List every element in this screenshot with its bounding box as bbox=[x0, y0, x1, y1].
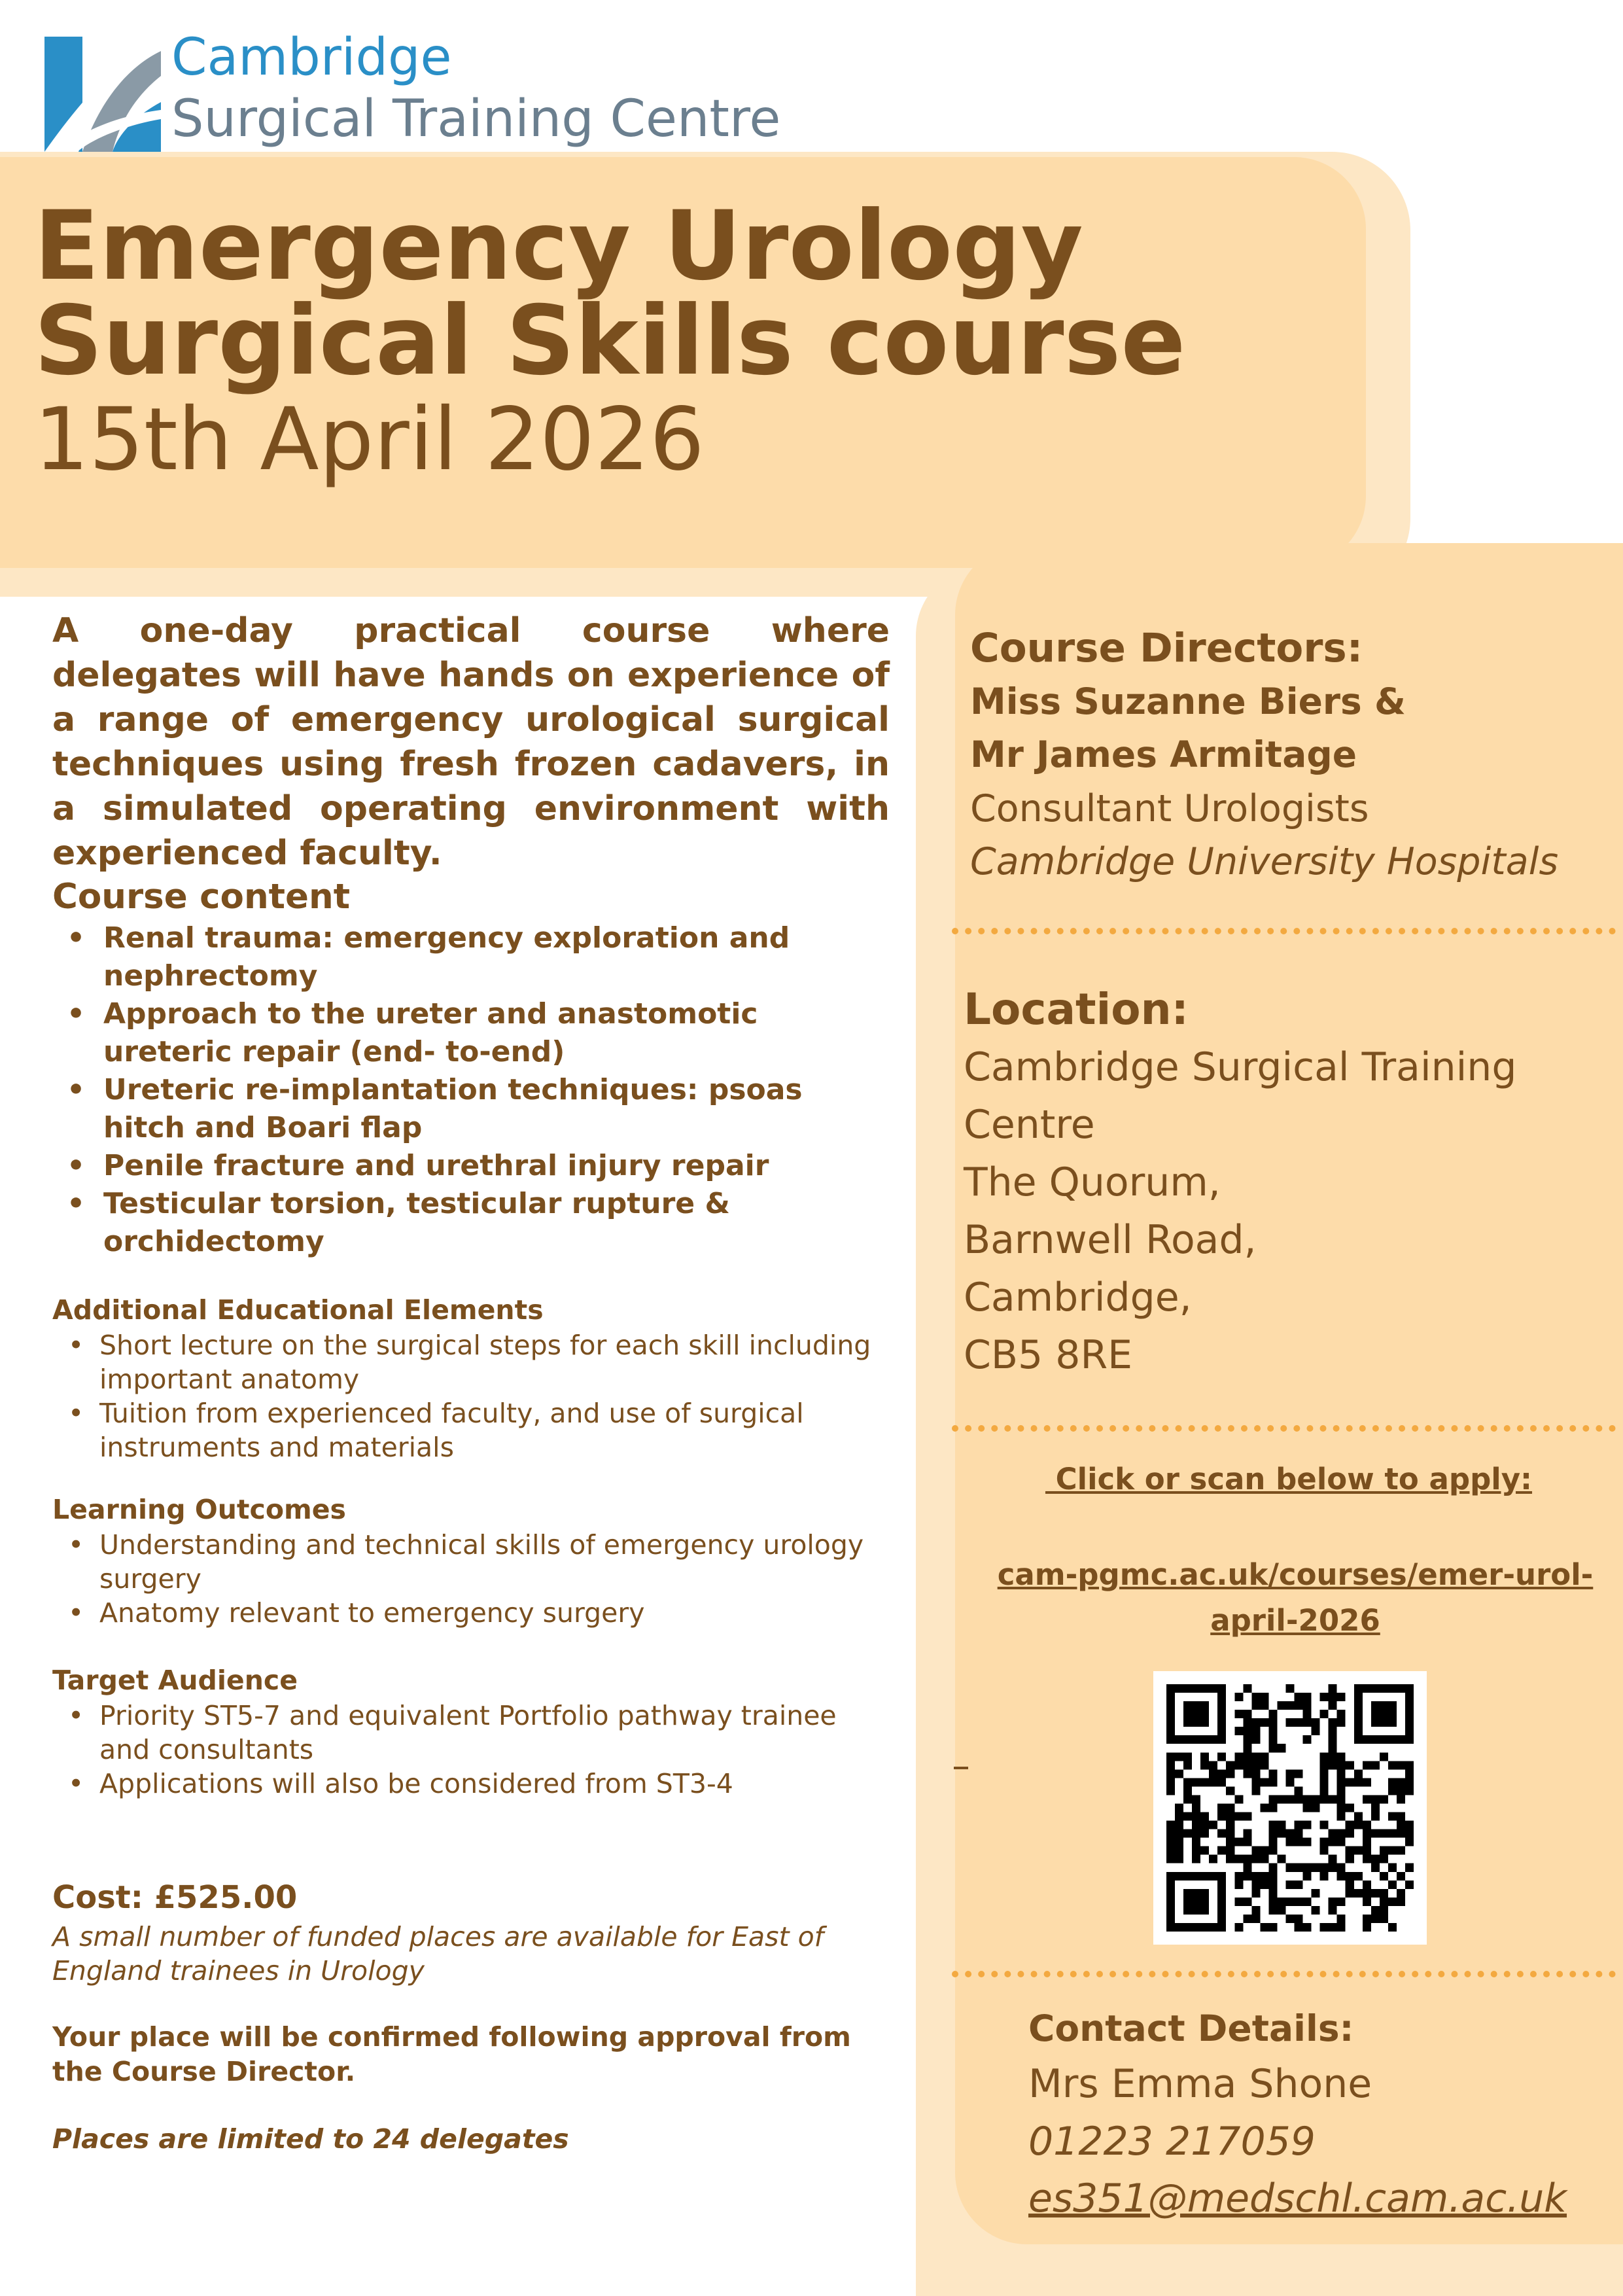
logo-text-cambridge: Cambridge bbox=[171, 28, 452, 87]
address-line: Barnwell Road, bbox=[964, 1217, 1257, 1263]
dotted-divider bbox=[952, 928, 1616, 934]
address-line: Cambridge, bbox=[964, 1275, 1192, 1320]
course-content-item: • Penile fracture and urethral injury repair bbox=[52, 1147, 877, 1185]
additional-elements-heading: Additional Educational Elements bbox=[52, 1294, 544, 1326]
course-content-item: • Ureteric re-implantation techniques: psoas hitch and Boari flap bbox=[52, 1071, 877, 1147]
logo-text-centre: Surgical Training Centre bbox=[171, 90, 781, 149]
apply-link-line[interactable]: cam-pgmc.ac.uk/courses/emer-urol- bbox=[997, 1557, 1594, 1592]
director-name-2: Mr James Armitage bbox=[970, 733, 1357, 775]
additional-elements-list bbox=[52, 1328, 877, 1464]
course-content-list bbox=[52, 919, 877, 1261]
apply-label[interactable]: Click or scan below to apply: bbox=[1045, 1462, 1533, 1496]
apply-link-line[interactable]: april-2026 bbox=[1210, 1603, 1380, 1638]
funded-places-note: A small number of funded places are available for East of England trainees in Urology bbox=[52, 1921, 824, 1987]
address-line: Centre bbox=[964, 1102, 1095, 1148]
confirmation-note: Your place will be confirmed following approval from the Course Director. bbox=[52, 2021, 851, 2087]
contact-phone[interactable]: 01223 217059 bbox=[1028, 2119, 1316, 2164]
course-cost: Cost: £525.00 bbox=[52, 1879, 298, 1916]
learning-outcomes-item: • Anatomy relevant to emergency surgery bbox=[52, 1596, 877, 1630]
course-intro: A one-day practical course where delegates will have hands on experience of a range of emergency urological surgical techniques using fresh frozen cadavers, in a simulated operating environment with experienced faculty. bbox=[52, 611, 890, 873]
contact-name: Mrs Emma Shone bbox=[1028, 2061, 1372, 2107]
dotted-divider bbox=[952, 1971, 1616, 1977]
learning-outcomes-item: • Understanding and technical skills of emergency urology surgery bbox=[52, 1528, 877, 1596]
director-organisation: Cambridge University Hospitals bbox=[970, 840, 1559, 883]
director-role: Consultant Urologists bbox=[970, 787, 1369, 830]
learning-outcomes-heading: Learning Outcomes bbox=[52, 1494, 346, 1525]
target-audience-list bbox=[52, 1699, 877, 1801]
course-content-heading: Course content bbox=[52, 877, 351, 917]
contact-heading: Contact Details: bbox=[1028, 2007, 1354, 2049]
apply-link[interactable] bbox=[968, 1552, 1622, 1644]
address-line: Cambridge Surgical Training bbox=[964, 1044, 1517, 1090]
target-audience-item: • Applications will also be considered from ST3-4 bbox=[52, 1767, 877, 1801]
learning-outcomes-list bbox=[52, 1528, 877, 1630]
course-date: 15th April 2026 bbox=[34, 389, 705, 490]
dotted-divider bbox=[952, 1425, 1616, 1432]
address-line: The Quorum, bbox=[964, 1159, 1221, 1205]
course-content-item: • Testicular torsion, testicular rupture & orchidectomy bbox=[52, 1185, 877, 1261]
places-limit-note: Places are limited to 24 delegates bbox=[52, 2123, 569, 2155]
location-address bbox=[964, 1038, 1516, 1384]
contact-email-link[interactable]: es351@medschl.cam.ac.uk bbox=[1028, 2176, 1567, 2221]
apply-qr-code[interactable] bbox=[1153, 1671, 1427, 1945]
course-content-item: • Renal trauma: emergency exploration and nephrectomy bbox=[52, 919, 877, 995]
director-name-1: Miss Suzanne Biers & bbox=[970, 680, 1406, 722]
dash-mark bbox=[954, 1767, 968, 1769]
location-heading: Location: bbox=[964, 984, 1189, 1034]
target-audience-item: • Priority ST5-7 and equivalent Portfolio pathway trainee and consultants bbox=[52, 1699, 877, 1767]
additional-elements-item: • Tuition from experienced faculty, and use of surgical instruments and materials bbox=[52, 1396, 877, 1464]
target-audience-heading: Target Audience bbox=[52, 1665, 298, 1696]
course-directors-heading: Course Directors: bbox=[970, 625, 1363, 671]
qr-code-icon bbox=[1166, 1684, 1414, 1932]
course-title-line1: Emergency Urology bbox=[34, 190, 1083, 302]
address-line: CB5 8RE bbox=[964, 1332, 1133, 1378]
course-content-item: • Approach to the ureter and anastomotic ureteric repair (end- to-end) bbox=[52, 995, 877, 1071]
additional-elements-item: • Short lecture on the surgical steps for each skill including important anatomy bbox=[52, 1328, 877, 1396]
cambridge-logo-icon bbox=[44, 37, 161, 152]
course-title-line2: Surgical Skills course bbox=[34, 285, 1186, 397]
